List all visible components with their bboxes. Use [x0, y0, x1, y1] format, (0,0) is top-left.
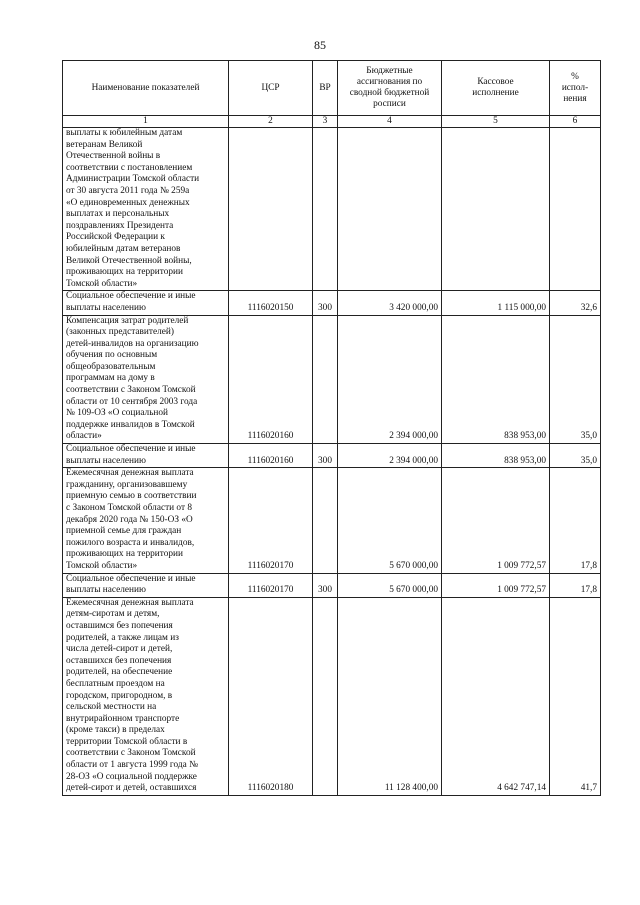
execution-percent: 32,6: [550, 291, 601, 315]
vr-code: 300: [313, 573, 338, 597]
vr-code: 300: [313, 444, 338, 468]
csr-code: [229, 128, 313, 291]
budget-amount: 2 394 000,00: [338, 315, 442, 444]
budget-amount: 2 394 000,00: [338, 444, 442, 468]
column-number-row: [63, 116, 601, 128]
cash-amount: [442, 128, 550, 291]
execution-percent: 35,0: [550, 315, 601, 444]
indicator-name: Ежемесячная денежная выплата детям-сиротам и детям, оставшимся без попечения родителей, а также лицам из числа детей-сирот и детей, оставшихся без попечения родителей, на обеспечение бесплатным проездом на городском, пригородном, в сельской местности на внутрирайонном транспорте (кроме такси) в пределах территории Томской области в соответствии с Законом Томской области от 1 августа 1999 года № 28-ОЗ «О социальной поддержке детей-сирот и детей, оставшихся: [63, 597, 229, 795]
indicator-name: Компенсация затрат родителей (законных представителей) детей-инвалидов на организацию обучения по основным общеобразовательным программам на дому в соответствии с Законом Томской области от 10 сентября 2003 года № 109-ОЗ «О социальной поддержке инвалидов в Томской области»: [63, 315, 229, 444]
csr-code: 1116020170: [229, 573, 313, 597]
table-row: [63, 573, 601, 597]
vr-code: 300: [313, 291, 338, 315]
vr-code: [313, 597, 338, 795]
vr-code: [313, 315, 338, 444]
vr-code: [313, 468, 338, 573]
budget-amount: 5 670 000,00: [338, 573, 442, 597]
vr-code: [313, 128, 338, 291]
table-row: [63, 468, 601, 573]
csr-code: 1116020160: [229, 444, 313, 468]
csr-code: 1116020160: [229, 315, 313, 444]
header-indicator-name: Наименование показателей: [63, 61, 229, 116]
cash-amount: 4 642 747,14: [442, 597, 550, 795]
cash-amount: 838 953,00: [442, 444, 550, 468]
execution-percent: 41,7: [550, 597, 601, 795]
cash-amount: 1 115 000,00: [442, 291, 550, 315]
table-row: [63, 291, 601, 315]
cash-amount: 1 009 772,57: [442, 468, 550, 573]
page-number: 85: [314, 38, 326, 52]
header-csr: ЦСР: [229, 61, 313, 116]
table-row: [63, 315, 601, 444]
execution-percent: 17,8: [550, 573, 601, 597]
header-budget-allocations: Бюджетные ассигнования по сводной бюджетной росписи: [338, 61, 442, 116]
csr-code: 1116020170: [229, 468, 313, 573]
budget-amount: 11 128 400,00: [338, 597, 442, 795]
budget-execution-table: [62, 60, 601, 796]
indicator-name: Ежемесячная денежная выплата гражданину, организовавшему приемную семью в соответствии с Законом Томской области от 8 декабря 2020 года № 150-ОЗ «О приемной семье для граждан пожилого возраста и инвалидов, проживающих на территории Томской области»: [63, 468, 229, 573]
header-cash-execution: Кассовое исполнение: [442, 61, 550, 116]
execution-percent: 17,8: [550, 468, 601, 573]
column-number: 4: [338, 116, 442, 128]
column-number: 5: [442, 116, 550, 128]
budget-amount: 5 670 000,00: [338, 468, 442, 573]
budget-amount: 3 420 000,00: [338, 291, 442, 315]
column-number: 6: [550, 116, 601, 128]
column-number: 1: [63, 116, 229, 128]
csr-code: 1116020180: [229, 597, 313, 795]
header-vr: ВР: [313, 61, 338, 116]
table-row: [63, 444, 601, 468]
column-number: 3: [313, 116, 338, 128]
table-header-row: [63, 61, 601, 116]
indicator-name: Социальное обеспечение и иные выплаты населению: [63, 573, 229, 597]
table-row: [63, 597, 601, 795]
header-execution-percent: % испол- нения: [550, 61, 601, 116]
budget-amount: [338, 128, 442, 291]
cash-amount: 1 009 772,57: [442, 573, 550, 597]
indicator-name: Социальное обеспечение и иные выплаты населению: [63, 444, 229, 468]
execution-percent: 35,0: [550, 444, 601, 468]
cash-amount: 838 953,00: [442, 315, 550, 444]
indicator-name: выплаты к юбилейным датам ветеранам Великой Отечественной войны в соответствии с постановлением Администрации Томской области от 30 августа 2011 года № 259а «О единовременных денежных выплатах и персональных поздравлениях Президента Российской Федерации к юбилейным датам ветеранов Великой Отечественной войны, проживающих на территории Томской области»: [63, 128, 229, 291]
table-row: [63, 128, 601, 291]
csr-code: 1116020150: [229, 291, 313, 315]
column-number: 2: [229, 116, 313, 128]
execution-percent: [550, 128, 601, 291]
indicator-name: Социальное обеспечение и иные выплаты населению: [63, 291, 229, 315]
